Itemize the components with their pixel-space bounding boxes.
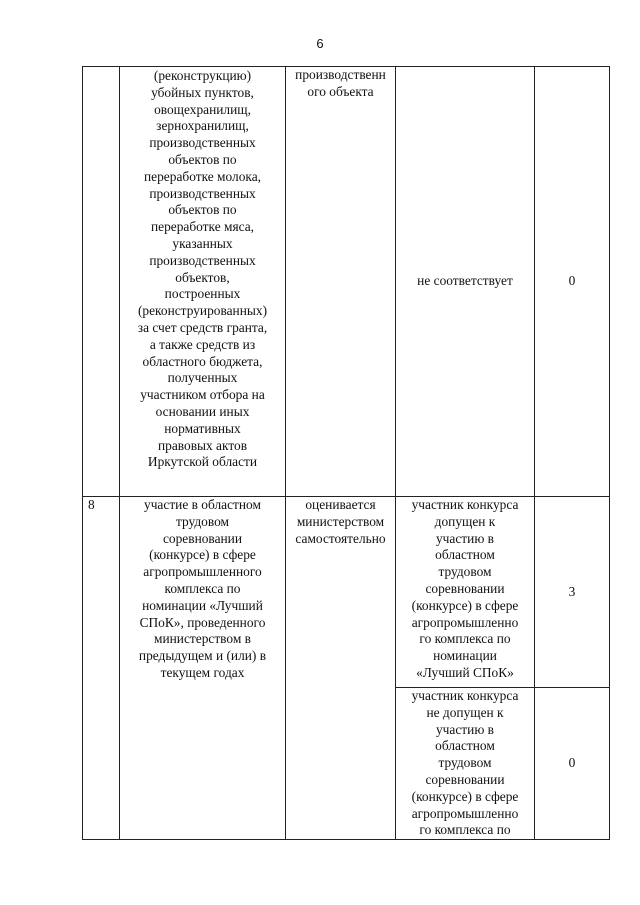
row-number: 8 bbox=[88, 497, 95, 512]
table-row bbox=[83, 497, 610, 688]
method-text: оценивается министерством самостоятельно bbox=[295, 497, 386, 546]
value-text: участник конкурса допущен к участию в областном трудовом соревновании (конкурсе) в сфере агропромышленно го комплекса по номинации «Лучший СПоК» bbox=[411, 497, 519, 680]
criterion-text: участие в областном трудовом соревновании (конкурсе) в сфере агропромышленного комплекса по номинации «Лучший СПоК», проведенного министерством в предыдущем и (или) в текущем годах bbox=[138, 497, 267, 680]
row-number-cell bbox=[83, 67, 120, 497]
method-cell bbox=[286, 497, 396, 840]
row-number-cell bbox=[83, 497, 120, 840]
value-cell bbox=[396, 497, 535, 688]
value-text: не соответствует bbox=[417, 273, 513, 289]
score-text: 3 bbox=[568, 583, 576, 599]
value-text: участник конкурса не допущен к участию в областном трудовом соревновании (конкурсе) в сфере агропромышленно го комплекса по bbox=[411, 688, 519, 838]
criterion-cell bbox=[120, 497, 286, 840]
value-cell bbox=[396, 688, 535, 840]
score-text: 0 bbox=[568, 755, 576, 771]
score-text: 0 bbox=[568, 273, 576, 289]
method-text: производственн ого объекта bbox=[295, 67, 386, 99]
criteria-table bbox=[82, 66, 610, 840]
table-row bbox=[83, 67, 610, 497]
criterion-cell bbox=[120, 67, 286, 497]
score-cell bbox=[535, 497, 610, 688]
page-number: 6 bbox=[316, 36, 324, 51]
score-cell bbox=[535, 688, 610, 840]
method-cell bbox=[286, 67, 396, 497]
criterion-text: (реконструкцию) убойных пунктов, овощехранилищ, зернохранилищ, производственных объектов по переработке молока, производственных объектов по переработке мяса, указанных производственных объектов, построенных (реконструированных) за счет средств гранта, а также средств из областного бюджета, полученных участником отбора на основании иных нормативных правовых актов Иркутской области bbox=[137, 68, 268, 470]
value-cell bbox=[396, 67, 535, 497]
score-cell bbox=[535, 67, 610, 497]
